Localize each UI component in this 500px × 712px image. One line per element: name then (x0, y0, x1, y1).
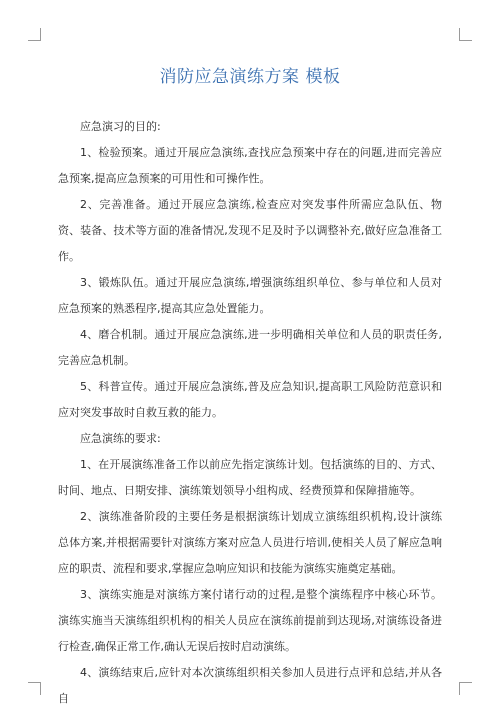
paragraph-purpose-heading: 应急演习的目的: (80, 120, 161, 133)
crop-mark-bottom-right (459, 682, 472, 695)
paragraph-requirement-2: 2、演练准备阶段的主要任务是根据演练计划成立演练组织机构,设计演练总体方案,并根据需要针对演练方案对应急人员进行培训,使相关人员了解应急响应的职责、流程和要求,掌握应急响应知识和技能为演练实施奠定基础。 (58, 510, 442, 575)
document-title: 消防应急演练方案 模板 (159, 67, 341, 87)
paragraph-requirement-3: 3、演练实施是对演练方案付诸行动的过程,是整个演练程序中核心环节。演练实施当天演练组织机构的相关人员应在演练前提前到达现场,对演练设备进行检查,确保正常工作,确认无误后按时启动演练。 (58, 588, 442, 653)
paragraph-requirements-heading: 应急演练的要求: (80, 432, 161, 445)
paragraph-purpose-2: 2、完善准备。通过开展应急演练,检查应对突发事件所需应急队伍、物资、装备、技术等方面的准备情况,发现不足及时予以调整补充,做好应急准备工作。 (58, 198, 442, 263)
paragraph-purpose-1: 1、检验预案。通过开展应急演练,查找应急预案中存在的问题,进而完善应急预案,提高应急预案的可用性和可操作性。 (58, 146, 442, 185)
crop-mark-top-left (28, 28, 41, 41)
paragraph-purpose-4: 4、磨合机制。通过开展应急演练,进一步明确相关单位和人员的职责任务,完善应急机制。 (58, 328, 442, 367)
paragraph-purpose-3: 3、锻炼队伍。通过开展应急演练,增强演练组织单位、参与单位和人员对应急预案的熟悉程序,提高其应急处置能力。 (58, 276, 442, 315)
document-body (58, 114, 442, 712)
crop-mark-top-right (459, 28, 472, 41)
paragraph-requirement-4: 4、演练结束后,应针对本次演练组织相关参加人员进行点评和总结,并从各自 (58, 666, 442, 705)
paragraph-requirement-1: 1、在开展演练准备工作以前应先指定演练计划。包括演练的目的、方式、时间、地点、日期安排、演练策划领导小组构成、经费预算和保障措施等。 (58, 458, 442, 497)
paragraph-purpose-5: 5、科普宣传。通过开展应急演练,普及应急知识,提高职工风险防范意识和应对突发事故时自救互救的能力。 (58, 380, 442, 419)
crop-mark-bottom-left (28, 682, 41, 695)
